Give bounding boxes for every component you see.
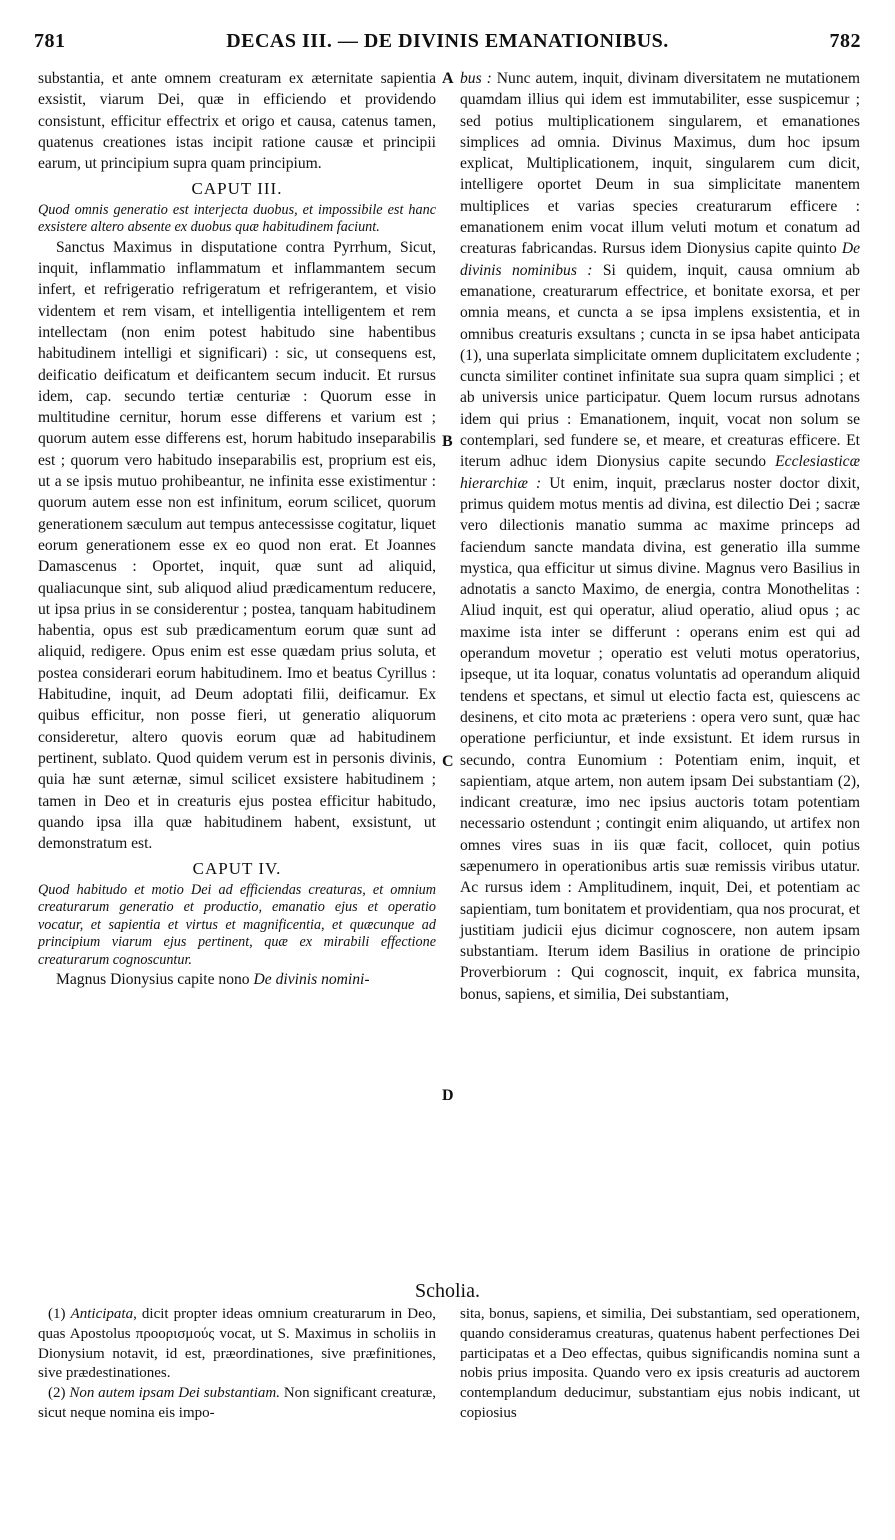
page-number-left: 781: [34, 30, 66, 52]
running-title: DECAS III. — DE DIVINIS EMANATIONIBUS.: [226, 30, 669, 52]
right-column: [460, 68, 860, 1005]
note-2-continuation: sita, bonus, sapiens, et similia, Dei substantiam, sed operationem, quando consideramus creaturas, quatenus habent perfectiones Dei participatas et a Deo effectas, quibus significandis nomina sunt a nobis prius imposita. Quando vero ex ipsis creaturis ad auctorem contemplandum deducimur, substantiam ejus nobis indicant, ut copiosius: [460, 1306, 860, 1421]
work-title-2: Ecclesiasticæ hierarchiæ :: [460, 453, 860, 492]
left-column: [38, 68, 436, 990]
note-1-label: (1): [48, 1306, 66, 1322]
caput-4-work-title: De divinis nomini-: [253, 971, 370, 989]
page-header: [34, 30, 861, 56]
caput-4-argument: Quod habitudo et motio Dei ad efficiendas creaturas, et omnium creaturarum generatio et productio, emanatio ejus et operatio vocatur, et sapientia et virtus et magnificentia, et quæcunque ad principium viarum ejus pertinent, quæ ex mirabili effectione creaturarum cognoscuntur.: [38, 881, 436, 968]
page-number-right: 782: [829, 30, 861, 52]
margin-marker-c: C: [442, 753, 454, 770]
caput-3-title: CAPUT III.: [191, 179, 283, 199]
caput-4-text: [38, 969, 436, 990]
caput-4-text-start: Magnus Dionysius capite nono: [56, 971, 250, 989]
caput-3-argument: Quod omnis generatio est interjecta duobus, et impossibile est hanc exsistere altero absente ex duobus quæ habitudinem faciunt.: [38, 201, 436, 236]
work-title-1: De divinis nominibus :: [460, 240, 860, 279]
caput-4-title: CAPUT IV.: [192, 859, 282, 879]
note-1-text: , dicit propter ideas omnium creaturarum in Deo, quas Apostolus προορισμούς vocat, ut S. Maximus in scholiis in Dionysium notavit, id est, præordinationes, sive præfinitiones, sive prædestinationes.: [38, 1306, 436, 1382]
right-text-part-2: Si quidem, inquit, causa omnium ab emanatione, creaturarum effectrice, et bonitate exorsa, et per omnia means, et cuncta a se ipsa implens exsistentia, et in omnibus creaturis exsultans ; cuncta in se ipsa habet anticipata (1), una superlata simplicitate omnem duplicitatem excludente ; cuncta similiter continet infinitate sua supra quam simplici ; et ab universis unice participatur. Quem locum rursus adnotans idem qui prius : Emanationem, inquit, vocat non solum se contemplari, sed fundere se, et meare, et creaturas efficere. Et iterum adhuc idem Dionysius capite secundo: [460, 261, 860, 471]
margin-marker-a: A: [442, 70, 454, 87]
note-1: [38, 1305, 436, 1384]
right-text-part-3: Ut enim, inquit, præclarus noster doctor dixit, primus quidem motus mentis ad divina, est dilectio Dei ; sacræ vero dilectionis manatio summa ac maxime princeps ad faciendum sancte mandata divina, est generatio illa summe mystica, qua efficitur ut simus divine. Magnus vero Basilius in adnotatis a sancto Maximo, de energia, contra Monothelitas : Aliud inquit, est qui operatur, aliud operatio, aliud opus ; ac maxime ista inter se differunt : operans enim est qui ad operandum movetur ; operatio est veluti motus operatorius, ipseque, ut ita loquar, conatus voluntatis ad operandum aliquid tendens et spectans, et simul ut electio facta est, quiescens ac desinens, et cito mota ac præteriens : opera vero sunt, quæ hac operatione perficiuntur, et inde exsistunt. Et idem rursus in secundo, contra Eunomium : Potentiam enim, inquit, et sapientiam, atque artem, non autem ipsam Dei substantiam (2), indicant creaturæ, imo nec ipsius auctoris totam potentiam necessario ostendunt ; contingit enim aliquando, ut artifex non omnes vires suas in iis quæ facit, collocet, quin potius sæpenumero in operationibus artis suæ remissis viribus utatur. Ac rursus idem : Amplitudinem, inquit, Dei, et potentiam ac sapientiam, tum bonitatem et providentiam, qua nos procurat, et justitiam judicii ejus dicimur cognoscere, non autem ipsam substantiam. Iterum idem Basilius in oratione de principio Proverbiorum : Qui cognoscit, inquit, ex fabrica munsita, bonus, sapiens, et similia, Dei substantiam,: [460, 474, 860, 1003]
continuation-italic: bus :: [460, 70, 492, 87]
note-2: [38, 1384, 436, 1424]
note-1-lemma: Anticipata: [70, 1306, 134, 1322]
margin-marker-d: D: [442, 1087, 454, 1104]
caput-3-text: Sanctus Maximus in disputatione contra Pyrrhum, Sicut, inquit, inflammatio inflammatum et inflammantem secum infert, et refrigeratio refrigeratum et refrigerantem, et visio videntem et rem visam, et intelligentia intelligentem et rem intellectam (non enim potest habitudo sine habentibus habitudinem intelligi et significari) : sic, ut consequens est, deificatio deificatum et deificantem secum inducit. Et rursus idem, cap. secundo tertiæ centuriæ : Quorum esse in multitudine cernitur, horum esse differens et varium est ; quorum autem esse differens est, horum habitudo inseparabilis est ; quorum vero habitudo inseparabilis est, proprium est eis, ut a se ipsis mutuo prohibeantur, ne infinita esse existimentur : quorum autem esse non est infinitum, eorum scilicet, quorum generationem sæculum aut tempus antecessisse cogitatur, liquet eorum generationem esse ex eo quod non erat. Et Joannes Damascenus : Oportet, inquit, quæ sunt ad aliquid, qualiacunque sint, sub aliquod aliud prædicamentum reducere, ut ipsa prius in se considerentur ; postea, tanquam habitudinem habentia, opus est sub prædicamentum eorum quæ sunt ad aliquid, redigere. Opus enim est esse quædam prius soluta, et postea considerari eorum habitudinem. Imo et beatus Cyrillus : Habitudine, inquit, ad Deum adoptati filii, deificamur. Ex quibus efficitur, non posse fieri, ut generatio aliquorum consideretur, altero quovis eorum quæ ad habitudinem pertinent, sublato. Quod quidem verum est in personis divinis, quia hæ sunt æternæ, simul scilicet exsistere habitudinem ; tamen in Deo et in creaturis ejus postea efficitur habitudo, quando ipsa illa quæ habitudinem habent, exsistunt, ut demonstratum est.: [38, 238, 436, 853]
note-2-label: (2): [48, 1385, 66, 1402]
intro-paragraph: substantia, et ante omnem creaturam ex æternitate sapientia exsistit, viarum Dei, quæ in efficiendo et providendo consistunt, efficitur effectrix et origo et causa, catenus tamen, quatenus creationes istas incipit ratione causæ et principii earum, ut principium supra quam principium.: [38, 70, 436, 173]
margin-marker-b: B: [442, 433, 453, 450]
note-2-text: Non significant creaturæ, sicut neque nomina eis impo-: [38, 1385, 437, 1421]
right-column-text: [460, 68, 860, 1005]
scholia-left: [38, 1305, 436, 1424]
right-text-part-1: Nunc autem, inquit, divinam diversitatem ne mutationem quamdam illius qui idem est immutabiliter, esse suspicemur ; sed potius multiplicationem singularem, et emanationes simplices ad omnia. Divinus Maximus, dum hoc ipsum explicat, Multiplicationem, inquit, singularem cum dicit, intelligere oportet Deum in sua simplicitate manentem multiplices et varias species creaturarum efficere : emanationem enim vocat illum veluti motum et conatum ad creaturas fabricandas. Rursus idem Dionysius capite quinto: [460, 70, 860, 258]
scholia-title: Scholia.: [415, 1280, 480, 1302]
note-2-lemma: Non autem ipsam Dei substantiam.: [69, 1385, 281, 1402]
scholia-right: [460, 1305, 860, 1424]
